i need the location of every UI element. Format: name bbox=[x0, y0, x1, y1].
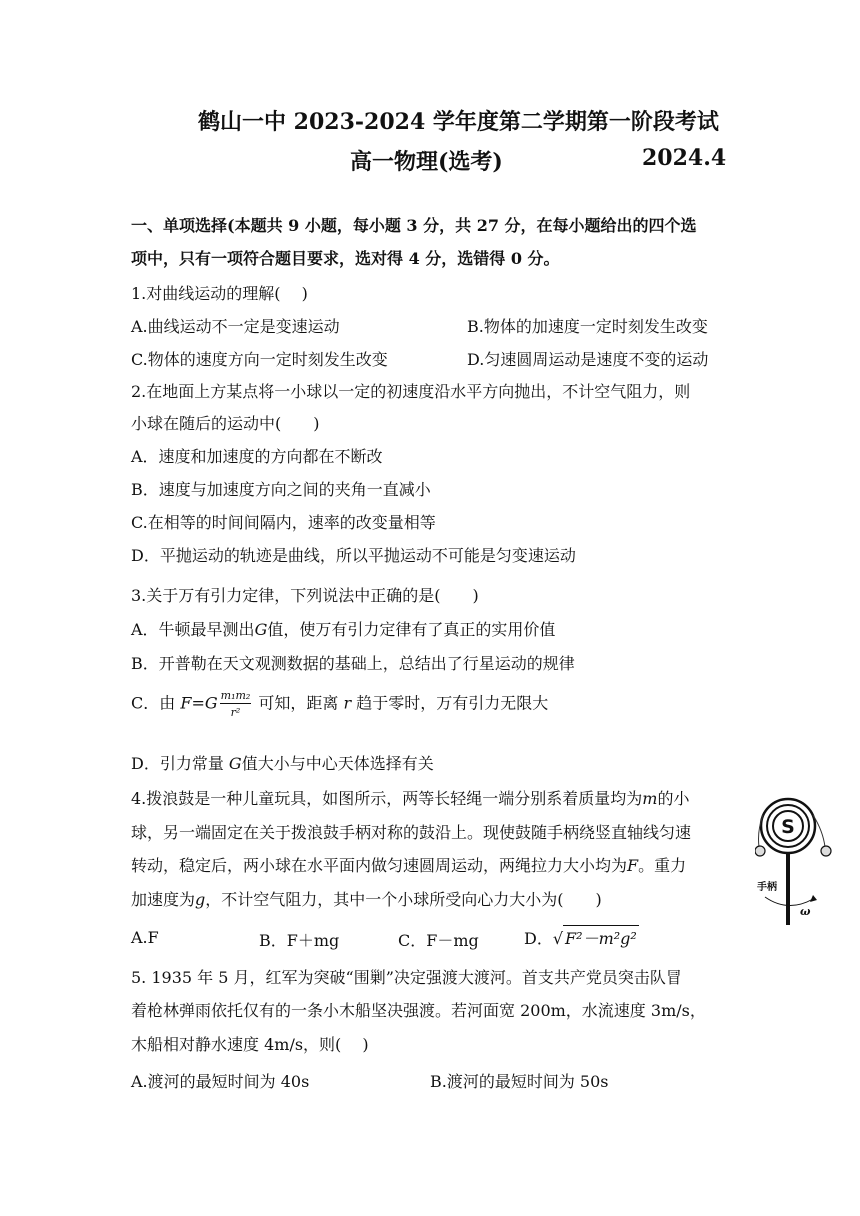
figure-omega-label: ω bbox=[800, 905, 811, 918]
q4-l1-post: 的小 bbox=[657, 789, 690, 808]
q2-option-a: A．速度和加速度的方向都在不断改 bbox=[131, 447, 383, 466]
section-heading-line1: 一、单项选择(本题共 9 小题，每小题 3 分，共 27 分，在每小题给出的四个选 bbox=[131, 216, 697, 235]
q3-option-a bbox=[131, 617, 555, 640]
q4-option-d bbox=[524, 925, 639, 949]
q4-option-b: B．F＋mg bbox=[259, 931, 340, 950]
q4-l3-post: 。重力 bbox=[638, 856, 687, 875]
q3-c-fraction bbox=[220, 690, 252, 718]
q3-c-var-r: r bbox=[343, 693, 352, 713]
rattle-drum-figure bbox=[755, 795, 835, 925]
q4-option-a: A.F bbox=[131, 928, 159, 947]
q4-d-sqrt-expression: F²－m²g² bbox=[563, 925, 639, 949]
figure-handle-label: 手柄 bbox=[757, 882, 777, 893]
q2-stem-line2: 小球在随后的运动中( ) bbox=[131, 414, 320, 433]
q3-a-var-g: G bbox=[254, 620, 268, 639]
q4-d-pre: D． bbox=[524, 929, 553, 948]
exam-title: 鹤山一中 2023-2024 学年度第二学期第一阶段考试 bbox=[198, 109, 719, 135]
drum-icon bbox=[761, 799, 815, 853]
q3-d-text-pre: D．引力常量 bbox=[131, 754, 229, 773]
q3-a-text-pre: A．牛顿最早测出 bbox=[131, 620, 255, 639]
q5-stem-line1: 5. 1935 年 5 月，红军为突破“围剿”决定强渡大渡河。首支共产党员突击队冒 bbox=[131, 968, 682, 987]
q3-c-text-post: 趋于零时，万有引力无限大 bbox=[351, 693, 549, 713]
q1-option-d: D.匀速圆周运动是速度不变的运动 bbox=[467, 350, 709, 369]
sqrt-sign-icon: √ bbox=[552, 929, 564, 948]
q5-stem-line2: 着枪林弹雨依托仅有的一条小木船坚决强渡。若河面宽 200m，水流速度 3m/s， bbox=[131, 1001, 706, 1020]
left-ball-icon bbox=[755, 846, 765, 856]
q4-stem-line4 bbox=[131, 887, 602, 910]
q3-c-text-mid: 可知，距离 bbox=[253, 693, 344, 713]
q3-c-fraction-denominator: r² bbox=[230, 706, 241, 719]
section-heading-line2: 项中，只有一项符合题目要求，选对得 4 分，选错得 0 分。 bbox=[131, 249, 560, 268]
q3-d-var-g: G bbox=[228, 754, 242, 773]
q3-c-fraction-numerator: m₁m₂ bbox=[220, 689, 251, 702]
q4-l3-pre: 转动，稳定后，两小球在水平面内做匀速圆周运动，两绳拉力大小均为 bbox=[131, 856, 628, 875]
svg-text:S: S bbox=[781, 816, 795, 838]
q4-stem-line1 bbox=[131, 786, 689, 809]
q2-stem-line1: 2.在地面上方某点将一小球以一定的初速度沿水平方向抛出，不计空气阻力，则 bbox=[131, 382, 691, 401]
q2-option-d: D．平抛运动的轨迹是曲线，所以平抛运动不可能是匀变速运动 bbox=[131, 546, 576, 565]
q3-option-c bbox=[131, 690, 548, 718]
q1-option-c: C.物体的速度方向一定时刻发生改变 bbox=[131, 350, 388, 369]
q4-l4-pre: 加速度为 bbox=[131, 890, 196, 909]
q1-option-a: A.曲线运动不一定是变速运动 bbox=[131, 317, 340, 336]
rotation-arrowhead-icon bbox=[810, 895, 817, 902]
right-ball-icon bbox=[821, 846, 831, 856]
q2-option-c: C.在相等的时间间隔内，速率的改变量相等 bbox=[131, 513, 436, 532]
q3-d-text-post: 值大小与中心天体选择有关 bbox=[241, 754, 434, 773]
q5-option-a: A.渡河的最短时间为 40s bbox=[131, 1072, 310, 1091]
q4-l1-pre: 4.拨浪鼓是一种儿童玩具，如图所示，两等长轻绳一端分别系着质量均为 bbox=[131, 789, 643, 808]
q4-stem-line3 bbox=[131, 853, 686, 876]
q3-option-b: B．开普勒在天文观测数据的基础上，总结出了行星运动的规律 bbox=[131, 654, 575, 673]
q1-option-b: B.物体的加速度一定时刻发生改变 bbox=[467, 317, 708, 336]
q3-option-d bbox=[131, 751, 434, 774]
q4-stem-line2: 球，另一端固定在关于拨浪鼓手柄对称的鼓沿上。现使鼓随手柄绕竖直轴线匀速 bbox=[131, 823, 692, 842]
q5-stem-line3: 木船相对静水速度 4m/s，则( ) bbox=[131, 1035, 369, 1054]
q4-l1-var-m: m bbox=[642, 789, 658, 808]
q2-option-b: B．速度与加速度方向之间的夹角一直减小 bbox=[131, 480, 431, 499]
q4-l4-var-g: g bbox=[195, 890, 206, 909]
q3-stem: 3.关于万有引力定律，下列说法中正确的是( ) bbox=[131, 586, 479, 605]
exam-subject: 高一物理(选考) bbox=[350, 149, 503, 175]
q4-l3-var-f: F bbox=[627, 856, 639, 875]
q5-option-b: B.渡河的最短时间为 50s bbox=[430, 1072, 609, 1091]
q3-c-text-pre: C．由 bbox=[131, 693, 181, 713]
q1-stem: 1.对曲线运动的理解( ) bbox=[131, 284, 308, 303]
q3-c-formula-lhs: F=G bbox=[180, 693, 218, 713]
handle-icon bbox=[786, 853, 790, 925]
q4-option-c: C．F－mg bbox=[398, 931, 479, 950]
exam-date: 2024.4 bbox=[642, 145, 727, 171]
q3-a-text-post: 值，使万有引力定律有了真正的实用价值 bbox=[267, 620, 556, 639]
q4-l4-post: ，不计空气阻力，其中一个小球所受向心力大小为( ) bbox=[205, 890, 602, 909]
